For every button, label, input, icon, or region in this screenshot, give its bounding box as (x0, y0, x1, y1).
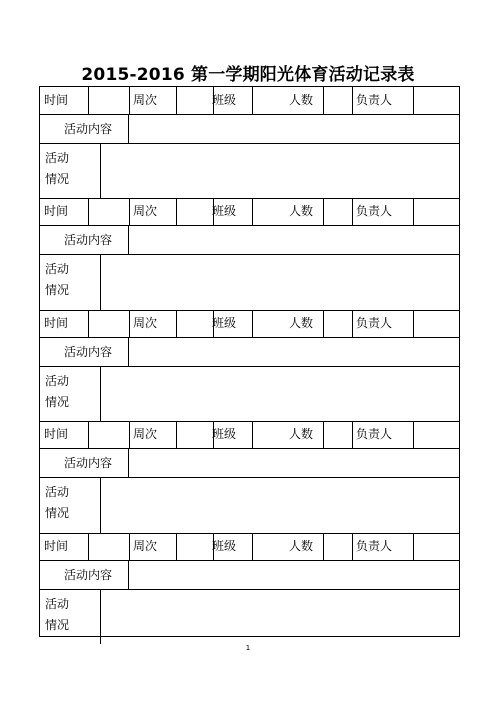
class-label: 班级 (212, 93, 237, 107)
leader-value[interactable] (417, 316, 457, 330)
column-divider (413, 198, 414, 225)
time-label: 时间 (44, 93, 69, 107)
count-label: 人数 (289, 93, 314, 107)
activity-content-label: 活动内容 (64, 567, 113, 582)
activity-situation-label-line1: 活动 (45, 373, 70, 388)
activity-situation-value[interactable] (104, 151, 454, 191)
time-value[interactable] (92, 316, 127, 330)
activity-situation-value[interactable] (104, 597, 454, 637)
activity-situation-label-line2: 情况 (45, 506, 70, 521)
count-value[interactable] (327, 427, 350, 441)
leader-label: 负责人 (356, 427, 393, 442)
week-label: 周次 (133, 204, 158, 219)
activity-situation-label-line2: 情况 (45, 172, 70, 186)
column-divider (129, 533, 130, 560)
column-divider (129, 198, 130, 225)
column-divider (413, 533, 414, 560)
column-divider (88, 87, 89, 114)
column-divider (323, 198, 324, 225)
column-divider (252, 310, 253, 337)
week-label: 周次 (133, 427, 158, 442)
column-divider (413, 87, 414, 114)
column-divider (100, 589, 101, 644)
column-divider (352, 421, 353, 448)
time-label: 时间 (44, 427, 69, 442)
column-divider (252, 198, 253, 225)
class-label: 班级 (212, 427, 237, 442)
column-divider (413, 421, 414, 448)
activity-content-value[interactable] (132, 345, 452, 359)
column-divider (176, 533, 177, 560)
activity-content-label: 活动内容 (64, 344, 113, 359)
column-divider (352, 310, 353, 337)
count-label: 人数 (289, 538, 314, 553)
count-value[interactable] (327, 316, 350, 330)
column-divider (176, 310, 177, 337)
leader-label: 负责人 (356, 204, 393, 219)
column-divider (128, 114, 129, 143)
time-value[interactable] (92, 539, 127, 553)
count-value[interactable] (327, 93, 350, 107)
column-divider (129, 421, 130, 448)
column-divider (128, 225, 129, 254)
activity-content-value[interactable] (132, 456, 452, 470)
leader-value[interactable] (417, 539, 457, 553)
class-label: 班级 (212, 538, 237, 553)
activity-record-table (39, 86, 460, 637)
count-value[interactable] (327, 539, 350, 553)
column-divider (323, 310, 324, 337)
row-divider (40, 254, 459, 255)
week-value[interactable] (180, 427, 211, 441)
block-divider (40, 421, 459, 422)
leader-value[interactable] (417, 204, 457, 218)
time-value[interactable] (92, 204, 127, 218)
page-title: 2015-2016 第一学期阳光体育活动记录表 (81, 65, 415, 85)
time-label: 时间 (44, 204, 69, 219)
activity-situation-label-line2: 情况 (45, 617, 70, 632)
row-divider (40, 366, 459, 367)
leader-label: 负责人 (356, 315, 393, 330)
column-divider (323, 533, 324, 560)
activity-situation-label-line1: 活动 (45, 485, 70, 500)
block-divider (40, 198, 459, 199)
count-label: 人数 (289, 315, 314, 330)
class-label: 班级 (212, 204, 237, 219)
column-divider (413, 310, 414, 337)
column-divider (176, 198, 177, 225)
week-label: 周次 (133, 315, 158, 330)
activity-situation-value[interactable] (104, 262, 454, 302)
column-divider (128, 448, 129, 477)
column-divider (252, 421, 253, 448)
count-label: 人数 (289, 204, 314, 219)
class-value[interactable] (256, 93, 287, 107)
leader-label: 负责人 (356, 93, 393, 107)
column-divider (323, 87, 324, 114)
column-divider (176, 421, 177, 448)
block-divider (40, 533, 459, 534)
row-divider (40, 114, 459, 115)
activity-situation-label-line1: 活动 (45, 596, 70, 611)
page-number: 1 (245, 644, 251, 652)
column-divider (129, 87, 130, 114)
row-divider (40, 143, 459, 144)
activity-situation-value[interactable] (104, 374, 454, 414)
class-value[interactable] (256, 427, 287, 441)
activity-content-value[interactable] (132, 122, 452, 136)
week-value[interactable] (180, 93, 211, 107)
week-value[interactable] (180, 204, 211, 218)
time-label: 时间 (44, 538, 69, 553)
row-divider (40, 560, 459, 561)
row-divider (40, 337, 459, 338)
block-divider (40, 310, 459, 311)
time-value[interactable] (92, 427, 127, 441)
leader-value[interactable] (417, 427, 457, 441)
time-label: 时间 (44, 315, 69, 330)
column-divider (352, 87, 353, 114)
activity-situation-value[interactable] (104, 485, 454, 525)
column-divider (129, 310, 130, 337)
column-divider (128, 337, 129, 366)
week-label: 周次 (133, 93, 158, 107)
activity-content-label: 活动内容 (64, 233, 113, 248)
class-value[interactable] (256, 204, 287, 218)
week-value[interactable] (180, 539, 211, 553)
column-divider (88, 421, 89, 448)
column-divider (323, 421, 324, 448)
column-divider (252, 87, 253, 114)
activity-situation-label-line2: 情况 (45, 283, 70, 298)
week-value[interactable] (180, 316, 211, 330)
column-divider (352, 533, 353, 560)
column-divider (100, 477, 101, 532)
activity-situation-label-line2: 情况 (45, 394, 70, 409)
column-divider (252, 533, 253, 560)
column-divider (176, 87, 177, 114)
column-divider (88, 198, 89, 225)
activity-content-value[interactable] (132, 233, 452, 247)
class-value[interactable] (256, 539, 287, 553)
class-value[interactable] (256, 316, 287, 330)
row-divider (40, 448, 459, 449)
count-label: 人数 (289, 427, 314, 442)
column-divider (100, 254, 101, 309)
row-divider (40, 477, 459, 478)
count-value[interactable] (327, 204, 350, 218)
column-divider (352, 198, 353, 225)
row-divider (40, 589, 459, 590)
column-divider (100, 143, 101, 198)
column-divider (88, 310, 89, 337)
activity-situation-label-line1: 活动 (45, 262, 70, 277)
column-divider (100, 366, 101, 421)
time-value[interactable] (92, 93, 127, 107)
activity-content-label: 活动内容 (64, 122, 113, 136)
week-label: 周次 (133, 538, 158, 553)
activity-content-value[interactable] (132, 568, 452, 582)
column-divider (88, 533, 89, 560)
activity-content-label: 活动内容 (64, 456, 113, 471)
class-label: 班级 (212, 315, 237, 330)
row-divider (40, 225, 459, 226)
activity-situation-label-line1: 活动 (45, 151, 70, 165)
leader-label: 负责人 (356, 538, 393, 553)
leader-value[interactable] (417, 93, 457, 107)
column-divider (128, 560, 129, 589)
